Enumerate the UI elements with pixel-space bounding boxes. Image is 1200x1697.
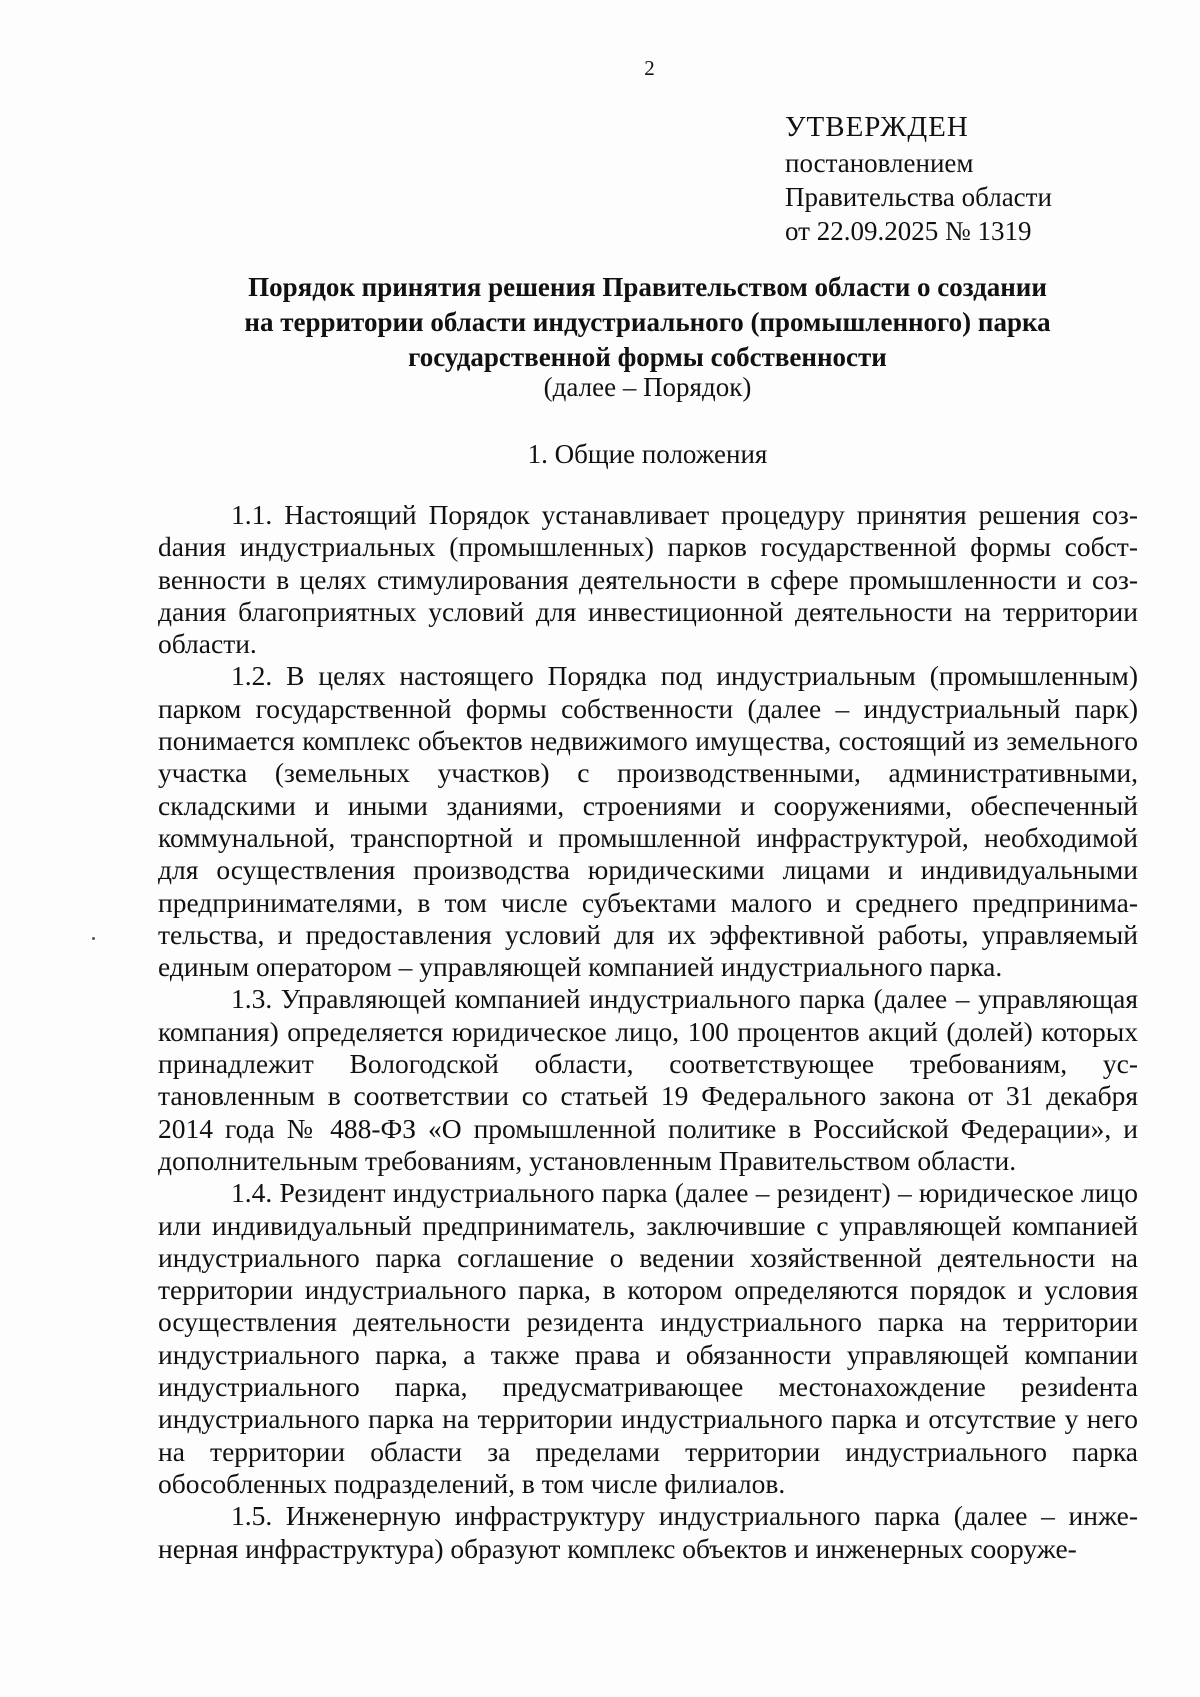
- paragraph-1-1: 1.1. Настоящий Порядок устанавливает процедуру принятия решения созdания индустриальных (промышленных) парков государственной формы собственности в целях стимулирования деятельности в сфере промышленности и создания благоприятных условий для инвестиционной деятельности на территории области.: [158, 499, 1138, 660]
- section-heading: 1. Общие положения: [527, 439, 768, 469]
- approval-line-3: от 22.09.2025 № 1319: [785, 216, 1032, 246]
- title-line-2: на территории области индустриального (промышленного) парка: [244, 307, 1051, 337]
- approval-line-2: Правительства области: [785, 182, 1052, 212]
- paragraph-1-3: 1.3. Управляющей компанией индустриального парка (далее – управляющая компания) определяется юридическое лицо, 100 процентов акций (долей) которых принадлежит Вологодской области, соответствующее требованиям, установленным в соответствии со статьей 19 Федерального закона от 31 декабря 2014 года № 488-ФЗ «О промышленной политике в Российской Федерации», и дополнительным требованиям, установленным Правительством области.: [158, 983, 1138, 1176]
- document-title: [160, 270, 1135, 375]
- paragraph-1-2: 1.2. В целях настоящего Порядка под индустриальным (промышленным) парком государственной формы собственности (далее – индустриальный парк) понимается комплекс объектов недвижимого имущества, состоящий из земельного участка (земельных участков) с производственными, административными, складскими и иными зданиями, строениями и сооружениями, обеспеченный коммунальной, транспортной и промышленной инфраструктурой, необходимой для осуществления производства юридическими лицами и индивидуальными предпринимателями, в том числе субъектами малого и среднего предпринимательства, и предоставления условий для их эффективной работы, управляемый единым оператором – управляющей компанией индустриального парка.: [158, 660, 1138, 983]
- title-note: (далее – Порядок): [543, 372, 752, 402]
- title-line-3: государственной формы собственности: [408, 342, 887, 372]
- title-line-1: Порядок принятия решения Правительством области о создании: [248, 272, 1047, 302]
- page-number: 2: [644, 56, 656, 80]
- approval-line-1: постановлением: [785, 148, 974, 178]
- approval-stamp: УТВЕРЖДЕН: [785, 111, 969, 143]
- paragraph-1-5: 1.5. Инженерную инфраструктуру индустриального парка (далее – инженерная инфраструктура) образуют комплекс объектов и инженерных сооруже-: [158, 1500, 1138, 1564]
- document-body: [158, 499, 1138, 1565]
- scan-speck: [92, 937, 95, 940]
- approval-block: [785, 108, 1185, 248]
- paragraph-1-4: 1.4. Резидент индустриального парка (далее – резидент) – юридическое лицо или индивидуальный предприниматель, заключившие с управляющей компанией индустриального парка соглашение о ведении хозяйственной деятельности на территории индустриального парка, в котором определяются порядок и условия осуществления деятельности резидента индустриального парка на территории индустриального парка, а также права и обязанности управляющей компании индустриального парка, предусматривающее местонахождение резиdента индустриального парка на территории индустриального парка и отсутствие у него на территории области за пределами территории индустриального парка обособленных подразделений, в том числе филиалов.: [158, 1177, 1138, 1499]
